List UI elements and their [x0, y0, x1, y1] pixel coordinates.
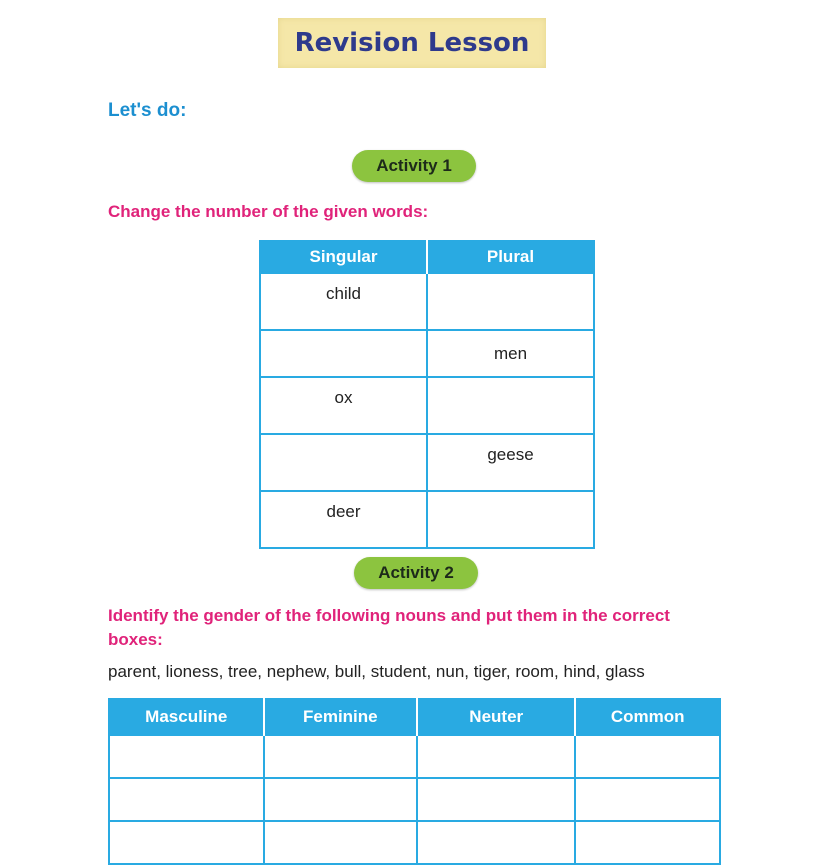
answer-cell: [264, 778, 418, 821]
title-banner: [278, 18, 546, 68]
table-row: [260, 377, 594, 434]
table-row: [260, 434, 594, 491]
activity-1-instruction: Change the number of the given words:: [108, 202, 429, 221]
singular-plural-table: [259, 240, 595, 549]
column-header-neuter: Neuter: [417, 699, 575, 735]
table-row: [260, 330, 594, 377]
table-header-row: [260, 241, 594, 273]
column-header-feminine: Feminine: [264, 699, 418, 735]
activity-1-badge: Activity 1: [352, 150, 476, 182]
table-row: [260, 273, 594, 330]
plural-cell: [427, 273, 594, 330]
page-title: Revision Lesson: [294, 28, 530, 58]
answer-cell: [417, 735, 575, 778]
plural-cell: geese: [427, 434, 594, 491]
answer-cell: [417, 778, 575, 821]
answer-cell: [575, 735, 720, 778]
singular-cell: child: [260, 273, 427, 330]
noun-word-list: parent, lioness, tree, nephew, bull, student, nun, tiger, room, hind, glass: [108, 662, 645, 681]
plural-cell: [427, 377, 594, 434]
column-header-common: Common: [575, 699, 720, 735]
column-header-masculine: Masculine: [109, 699, 264, 735]
gender-table: [108, 698, 721, 865]
lets-do-label: Let's do:: [108, 100, 187, 121]
activity-2-instruction: Identify the gender of the following nouns and put them in the correct boxes:: [108, 606, 670, 649]
singular-cell: ox: [260, 377, 427, 434]
plural-cell: men: [427, 330, 594, 377]
column-header-plural: Plural: [427, 241, 594, 273]
answer-cell: [575, 778, 720, 821]
answer-cell: [264, 821, 418, 864]
table-row: [109, 735, 720, 778]
singular-cell: deer: [260, 491, 427, 548]
table-row: [260, 491, 594, 548]
table-row: [109, 778, 720, 821]
table-row: [109, 821, 720, 864]
table-header-row: [109, 699, 720, 735]
singular-cell: [260, 434, 427, 491]
answer-cell: [417, 821, 575, 864]
answer-cell: [575, 821, 720, 864]
column-header-singular: Singular: [260, 241, 427, 273]
plural-cell: [427, 491, 594, 548]
answer-cell: [109, 735, 264, 778]
activity-2-badge: Activity 2: [354, 557, 478, 589]
singular-cell: [260, 330, 427, 377]
answer-cell: [109, 821, 264, 864]
answer-cell: [109, 778, 264, 821]
answer-cell: [264, 735, 418, 778]
